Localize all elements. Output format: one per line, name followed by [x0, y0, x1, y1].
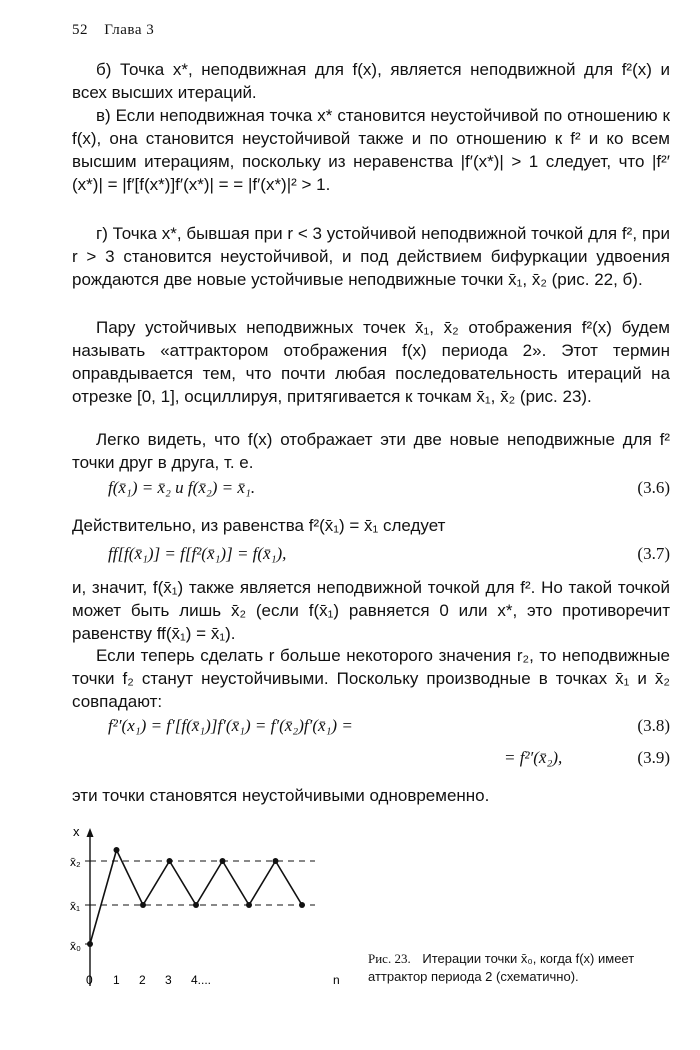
page-number: 52 — [72, 22, 88, 38]
paragraph-consequence: и, значит, f(x̄₁) также является неподвижной точкой для f². Но такой точкой может быть лишь x̄₂ (если f(x̄₁) равняется 0 или x*, это противоречит равенству ff(x̄₁) = x̄₁). — [72, 578, 670, 643]
equation-number: (3.6) — [637, 478, 670, 497]
paragraph-instability: Если теперь сделать r больше некоторого значения r₂, то неподвижные точки f₂ станут неустойчивыми. Поскольку производные в точках x̄₁ и x̄₂ совпадают: — [72, 646, 670, 711]
level-label-x2: x̄₂ — [70, 855, 81, 869]
caption-label: Рис. 23. — [368, 951, 411, 966]
tick-label-0: 0 — [86, 973, 93, 987]
iteration-marks — [87, 847, 305, 947]
iteration-point — [193, 902, 199, 908]
iteration-point — [299, 902, 305, 908]
iteration-point — [167, 858, 173, 864]
tick-label-1: 1 — [113, 973, 120, 987]
iteration-point — [114, 847, 120, 853]
equation-body: f(x̄₁) = x̄₂ и f(x̄₂) = x̄₁. — [108, 478, 256, 497]
equation-3-8 — [72, 716, 670, 740]
caption-text: Итерации точки x̄₀, когда f(x) имеет аттрактор периода 2 (схематично). — [368, 951, 635, 984]
equation-number: (3.9) — [637, 748, 670, 767]
equation-body: = f²′(x̄₂), — [504, 748, 563, 767]
chapter-title: Глава 3 — [104, 22, 155, 38]
iteration-diagram — [60, 826, 350, 996]
iteration-point — [246, 902, 252, 908]
x-axis-label: n — [333, 973, 340, 987]
equation-3-9 — [72, 748, 670, 772]
iteration-point — [220, 858, 226, 864]
running-header — [72, 22, 154, 39]
y-axis-arrow-icon — [87, 828, 94, 837]
paragraph-mapping: Легко видеть, что f(x) отображает эти две новые неподвижные для f² точки друг в друга, т. е. — [72, 430, 670, 472]
y-axis-label: x — [73, 826, 80, 839]
iteration-point — [140, 902, 146, 908]
paragraph-b: б) Точка x*, неподвижная для f(x), является неподвижной для f²(x) и всех высших итераций. — [72, 60, 670, 102]
paragraph-indeed: Действительно, из равенства f²(x̄₁) = x̄₁ следует — [72, 516, 446, 535]
equation-number: (3.7) — [637, 544, 670, 563]
tick-label-3: 3 — [165, 973, 172, 987]
tick-label-2: 2 — [139, 973, 146, 987]
equation-3-6 — [72, 478, 670, 502]
paragraph-simultaneous: эти точки становятся неустойчивыми одновременно. — [72, 786, 490, 805]
paragraph-v: в) Если неподвижная точка x* становится неустойчивой по отношению к f(x), она становится неустойчивой также и по отношению к f² и ко всем высшим итерациям, поскольку из неравенства |f′(x*)| > 1 следует, что |f²′(x*)| = |f′[f(x*)]f′(x*)| = = |f′(x*)|² > 1. — [72, 106, 670, 194]
iteration-path — [90, 850, 302, 944]
level-label-x1: x̄₁ — [70, 899, 81, 913]
paragraph-attractor: Пару устойчивых неподвижных точек x̄₁, x̄₂ отображения f²(x) будем называть «аттрактором отображения f(x) периода 2». Этот термин оправдывается тем, что почти любая последовательность итераций на отрезке [0, 1], осциллируя, притягивается к точкам x̄₁, x̄₂ (рис. 23). — [72, 318, 670, 406]
paragraph-g: г) Точка x*, бывшая при r < 3 устойчивой неподвижной точкой для f², при r > 3 становится неустойчивой, и под действием бифуркации удвоения рождаются две новые устойчивые неподвижные точки x̄₁, x̄₂ (рис. 22, б). — [72, 224, 670, 289]
tick-label-4: 4.... — [191, 973, 212, 987]
level-label-x0: x̄₀ — [70, 939, 81, 953]
equation-body: ff[f(x̄₁)] = f[f²(x̄₁)] = f(x̄₁), — [108, 544, 287, 563]
iteration-point — [273, 858, 279, 864]
figure-caption — [368, 950, 668, 986]
equation-body: f²′(x₁) = f′[f(x̄₁)]f′(x̄₁) = f′(x̄₂)f′(x̄₁) = — [108, 716, 353, 735]
iteration-point — [87, 941, 93, 947]
equation-3-7 — [72, 544, 670, 568]
equation-number: (3.8) — [637, 716, 670, 735]
